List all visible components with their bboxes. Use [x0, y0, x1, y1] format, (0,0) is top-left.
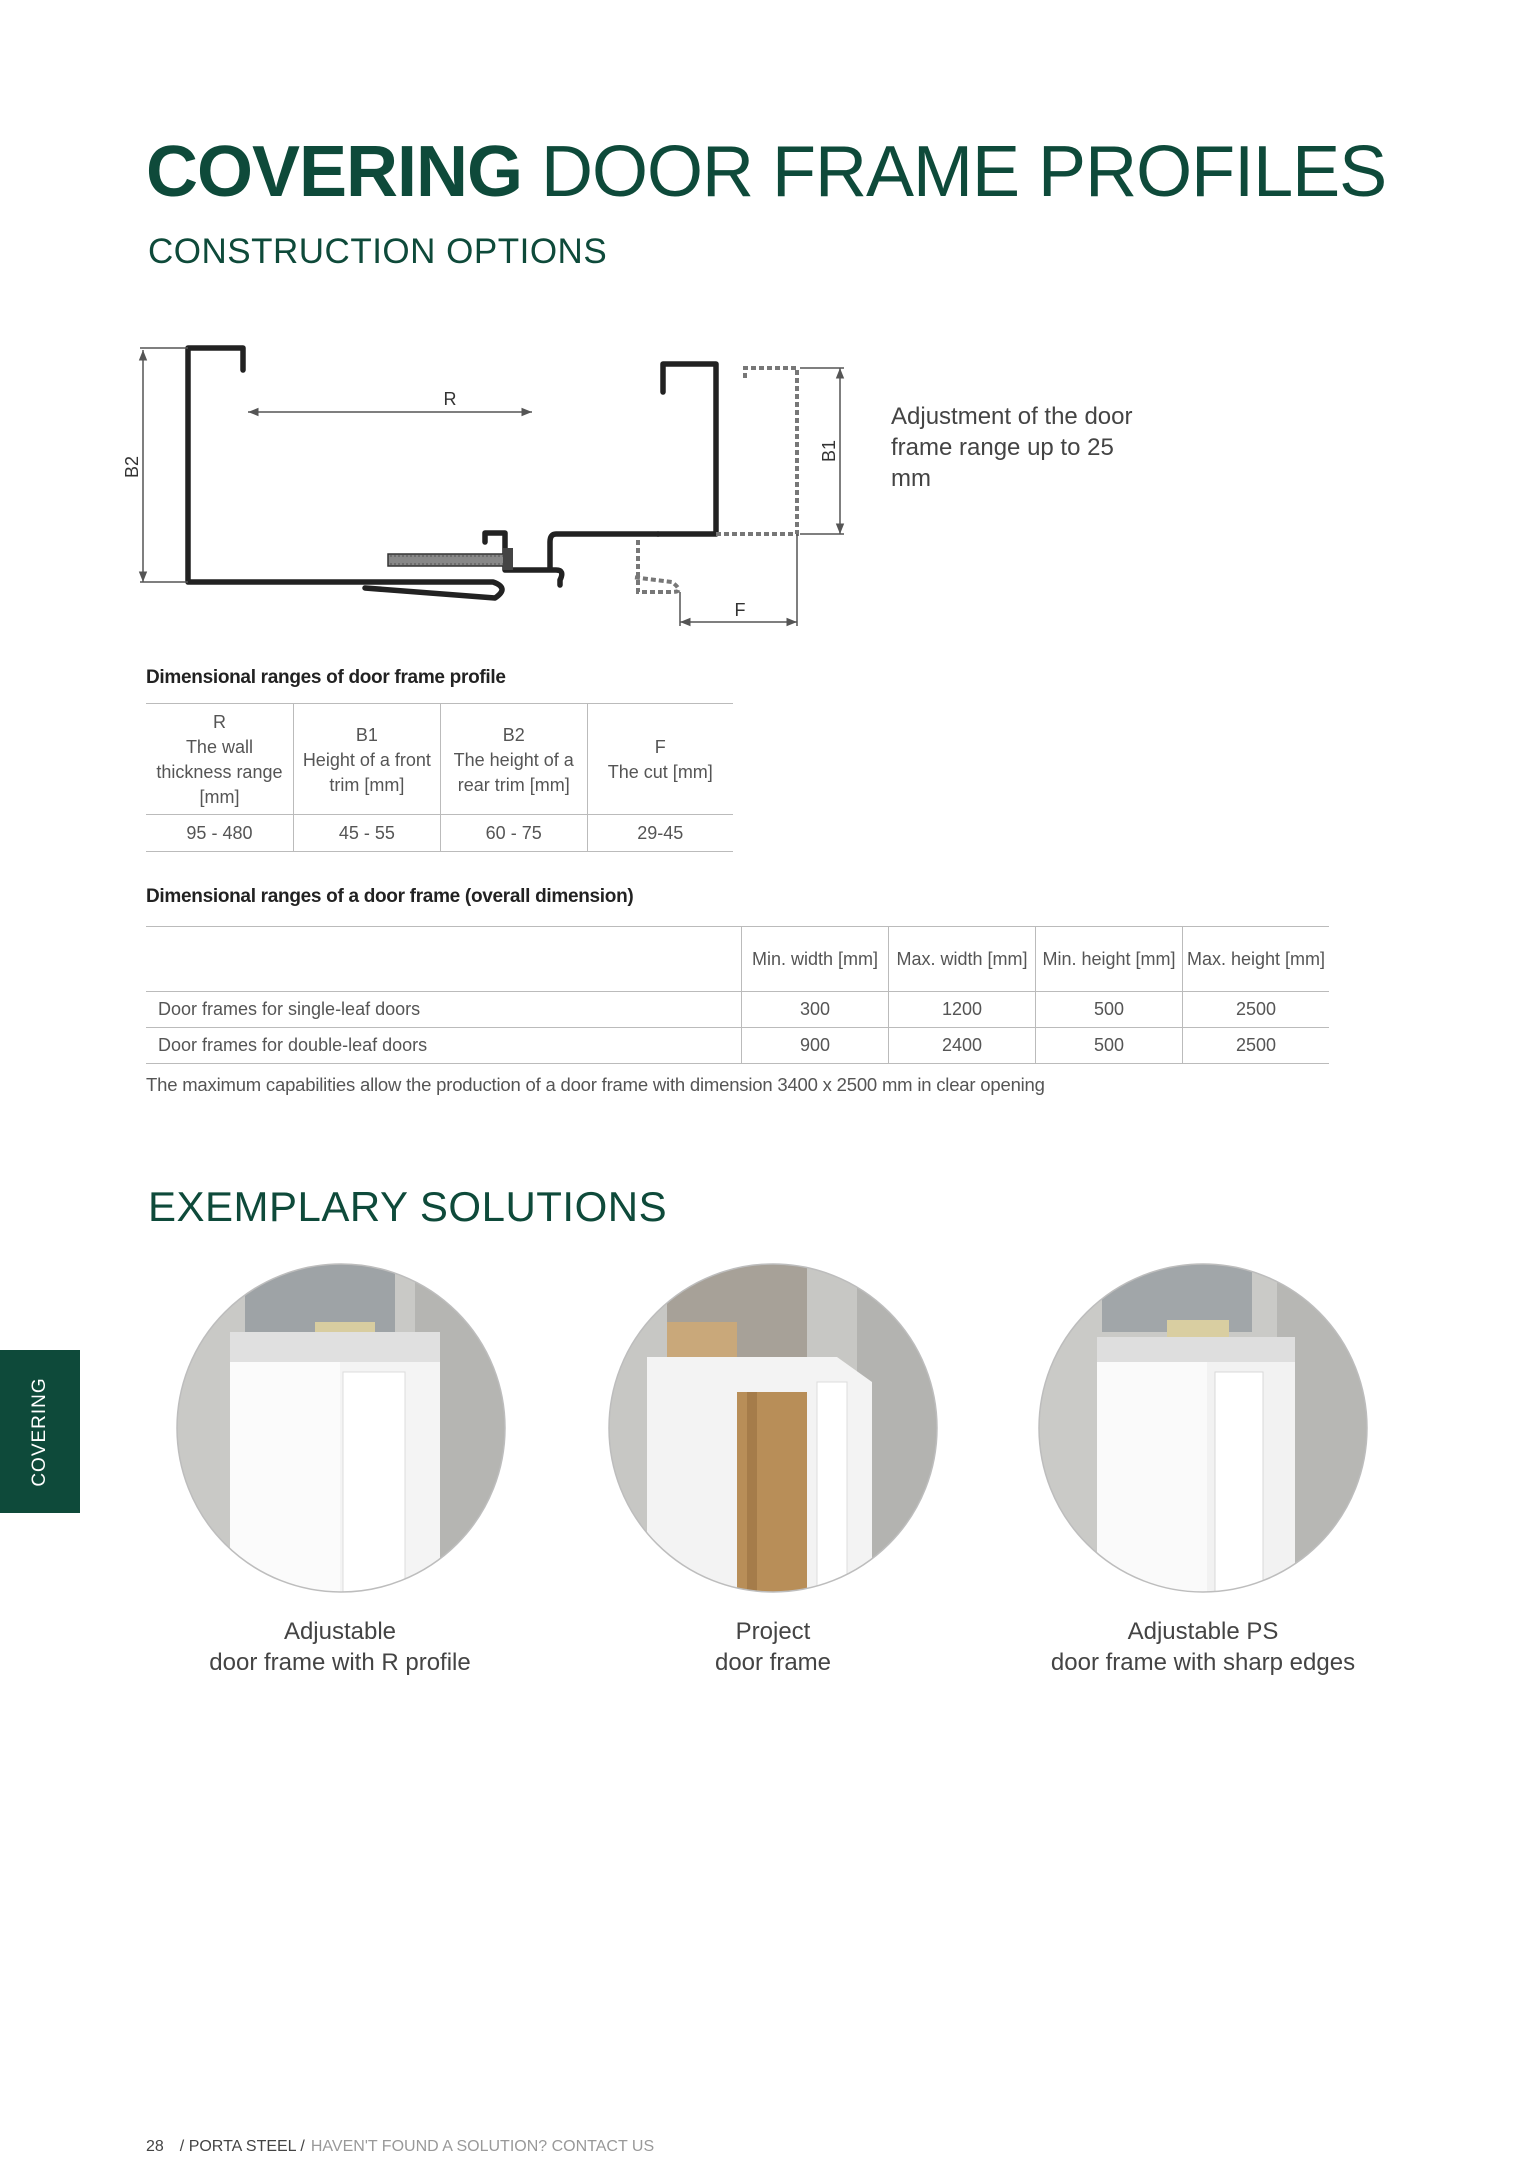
solution-caption [1013, 1616, 1393, 1678]
page-title-rest: DOOR FRAME PROFILES [522, 132, 1387, 212]
column-description: Height of a front trim [mm] [302, 749, 431, 795]
row-label: Door frames for single-leaf doors [146, 992, 742, 1028]
caption-line-1: Adjustable [283, 1618, 397, 1645]
column-header [146, 704, 293, 815]
solution-image-project [607, 1262, 939, 1594]
mounting-screw [388, 548, 513, 570]
page-title [146, 132, 1387, 212]
column-header: Max. width [mm] [889, 927, 1036, 992]
table-cell: 45 - 55 [293, 815, 440, 852]
column-description: The height of a rear trim [mm] [453, 749, 574, 795]
profile-table-title: Dimensional ranges of door frame profile [146, 667, 506, 688]
column-header [293, 704, 440, 815]
column-description: The wall thickness range [mm] [156, 737, 283, 807]
table-note: The maximum capabilities allow the production of a door frame with dimension 3400 x 2500 mm in clear opening [146, 1074, 1045, 1095]
page-number: 28 [146, 2138, 164, 2155]
column-header [587, 704, 733, 815]
solution-caption [150, 1616, 530, 1678]
table-cell: 60 - 75 [440, 815, 587, 852]
solution-caption [583, 1616, 963, 1678]
table-cell: 1200 [889, 992, 1036, 1028]
dimension-label-f: F [734, 600, 746, 620]
column-header: Min. height [mm] [1036, 927, 1183, 992]
dimension-label-b1: B1 [819, 439, 839, 463]
caption-line-2: door frame with sharp edges [1050, 1649, 1356, 1676]
column-description: The cut [mm] [607, 762, 713, 782]
page-title-bold: COVERING [146, 132, 523, 212]
column-header: Min. width [mm] [742, 927, 889, 992]
column-code: B2 [502, 724, 525, 745]
column-code: B1 [355, 724, 378, 745]
solution-photo [607, 1262, 939, 1594]
solution-image-ps [1037, 1262, 1369, 1594]
dimension-label-r: R [443, 389, 457, 409]
caption-line-2: door frame with R profile [209, 1649, 471, 1676]
section-side-tab [0, 1350, 80, 1513]
table-cell: 500 [1036, 1028, 1183, 1064]
table-cell: 2500 [1183, 992, 1330, 1028]
column-header [440, 704, 587, 815]
solution-photo [1037, 1262, 1369, 1594]
profile-cross-section-diagram [120, 330, 860, 640]
table-cell: 2400 [889, 1028, 1036, 1064]
table-row [146, 1028, 1329, 1064]
table-row [146, 815, 733, 852]
table-cell: 900 [742, 1028, 889, 1064]
table-cell: 2500 [1183, 1028, 1330, 1064]
caption-line-1: Adjustable PS [1127, 1618, 1279, 1645]
page-subtitle: CONSTRUCTION OPTIONS [148, 232, 608, 271]
footer-contact-link[interactable]: HAVEN'T FOUND A SOLUTION? CONTACT US [310, 2138, 655, 2155]
table-cell: 95 - 480 [146, 815, 293, 852]
frame-dimensions-table [146, 926, 1329, 1064]
caption-line-2: door frame [714, 1649, 832, 1676]
table-cell: 500 [1036, 992, 1183, 1028]
empty-header [146, 927, 742, 992]
side-tab-label: COVERING [29, 1376, 50, 1487]
page-footer [146, 2138, 654, 2156]
column-code: F [654, 737, 666, 757]
column-header: Max. height [mm] [1183, 927, 1330, 992]
caption-line-1: Project [735, 1618, 811, 1645]
table-cell: 29-45 [587, 815, 733, 852]
profile-dimensions-table [146, 703, 733, 852]
solution-photo [175, 1262, 507, 1594]
frame-table-title: Dimensional ranges of a door frame (overall dimension) [146, 886, 634, 907]
solutions-section-title: EXEMPLARY SOLUTIONS [148, 1183, 668, 1230]
solution-image-r-profile [175, 1262, 507, 1594]
column-code: R [212, 712, 226, 732]
row-label: Door frames for double-leaf doors [146, 1028, 742, 1064]
table-cell: 300 [742, 992, 889, 1028]
dimension-label-b2: B2 [122, 455, 142, 479]
footer-brand: / PORTA STEEL / [179, 2138, 305, 2155]
table-row [146, 992, 1329, 1028]
diagram-note: Adjustment of the door frame range up to 25 mm [891, 403, 1133, 492]
